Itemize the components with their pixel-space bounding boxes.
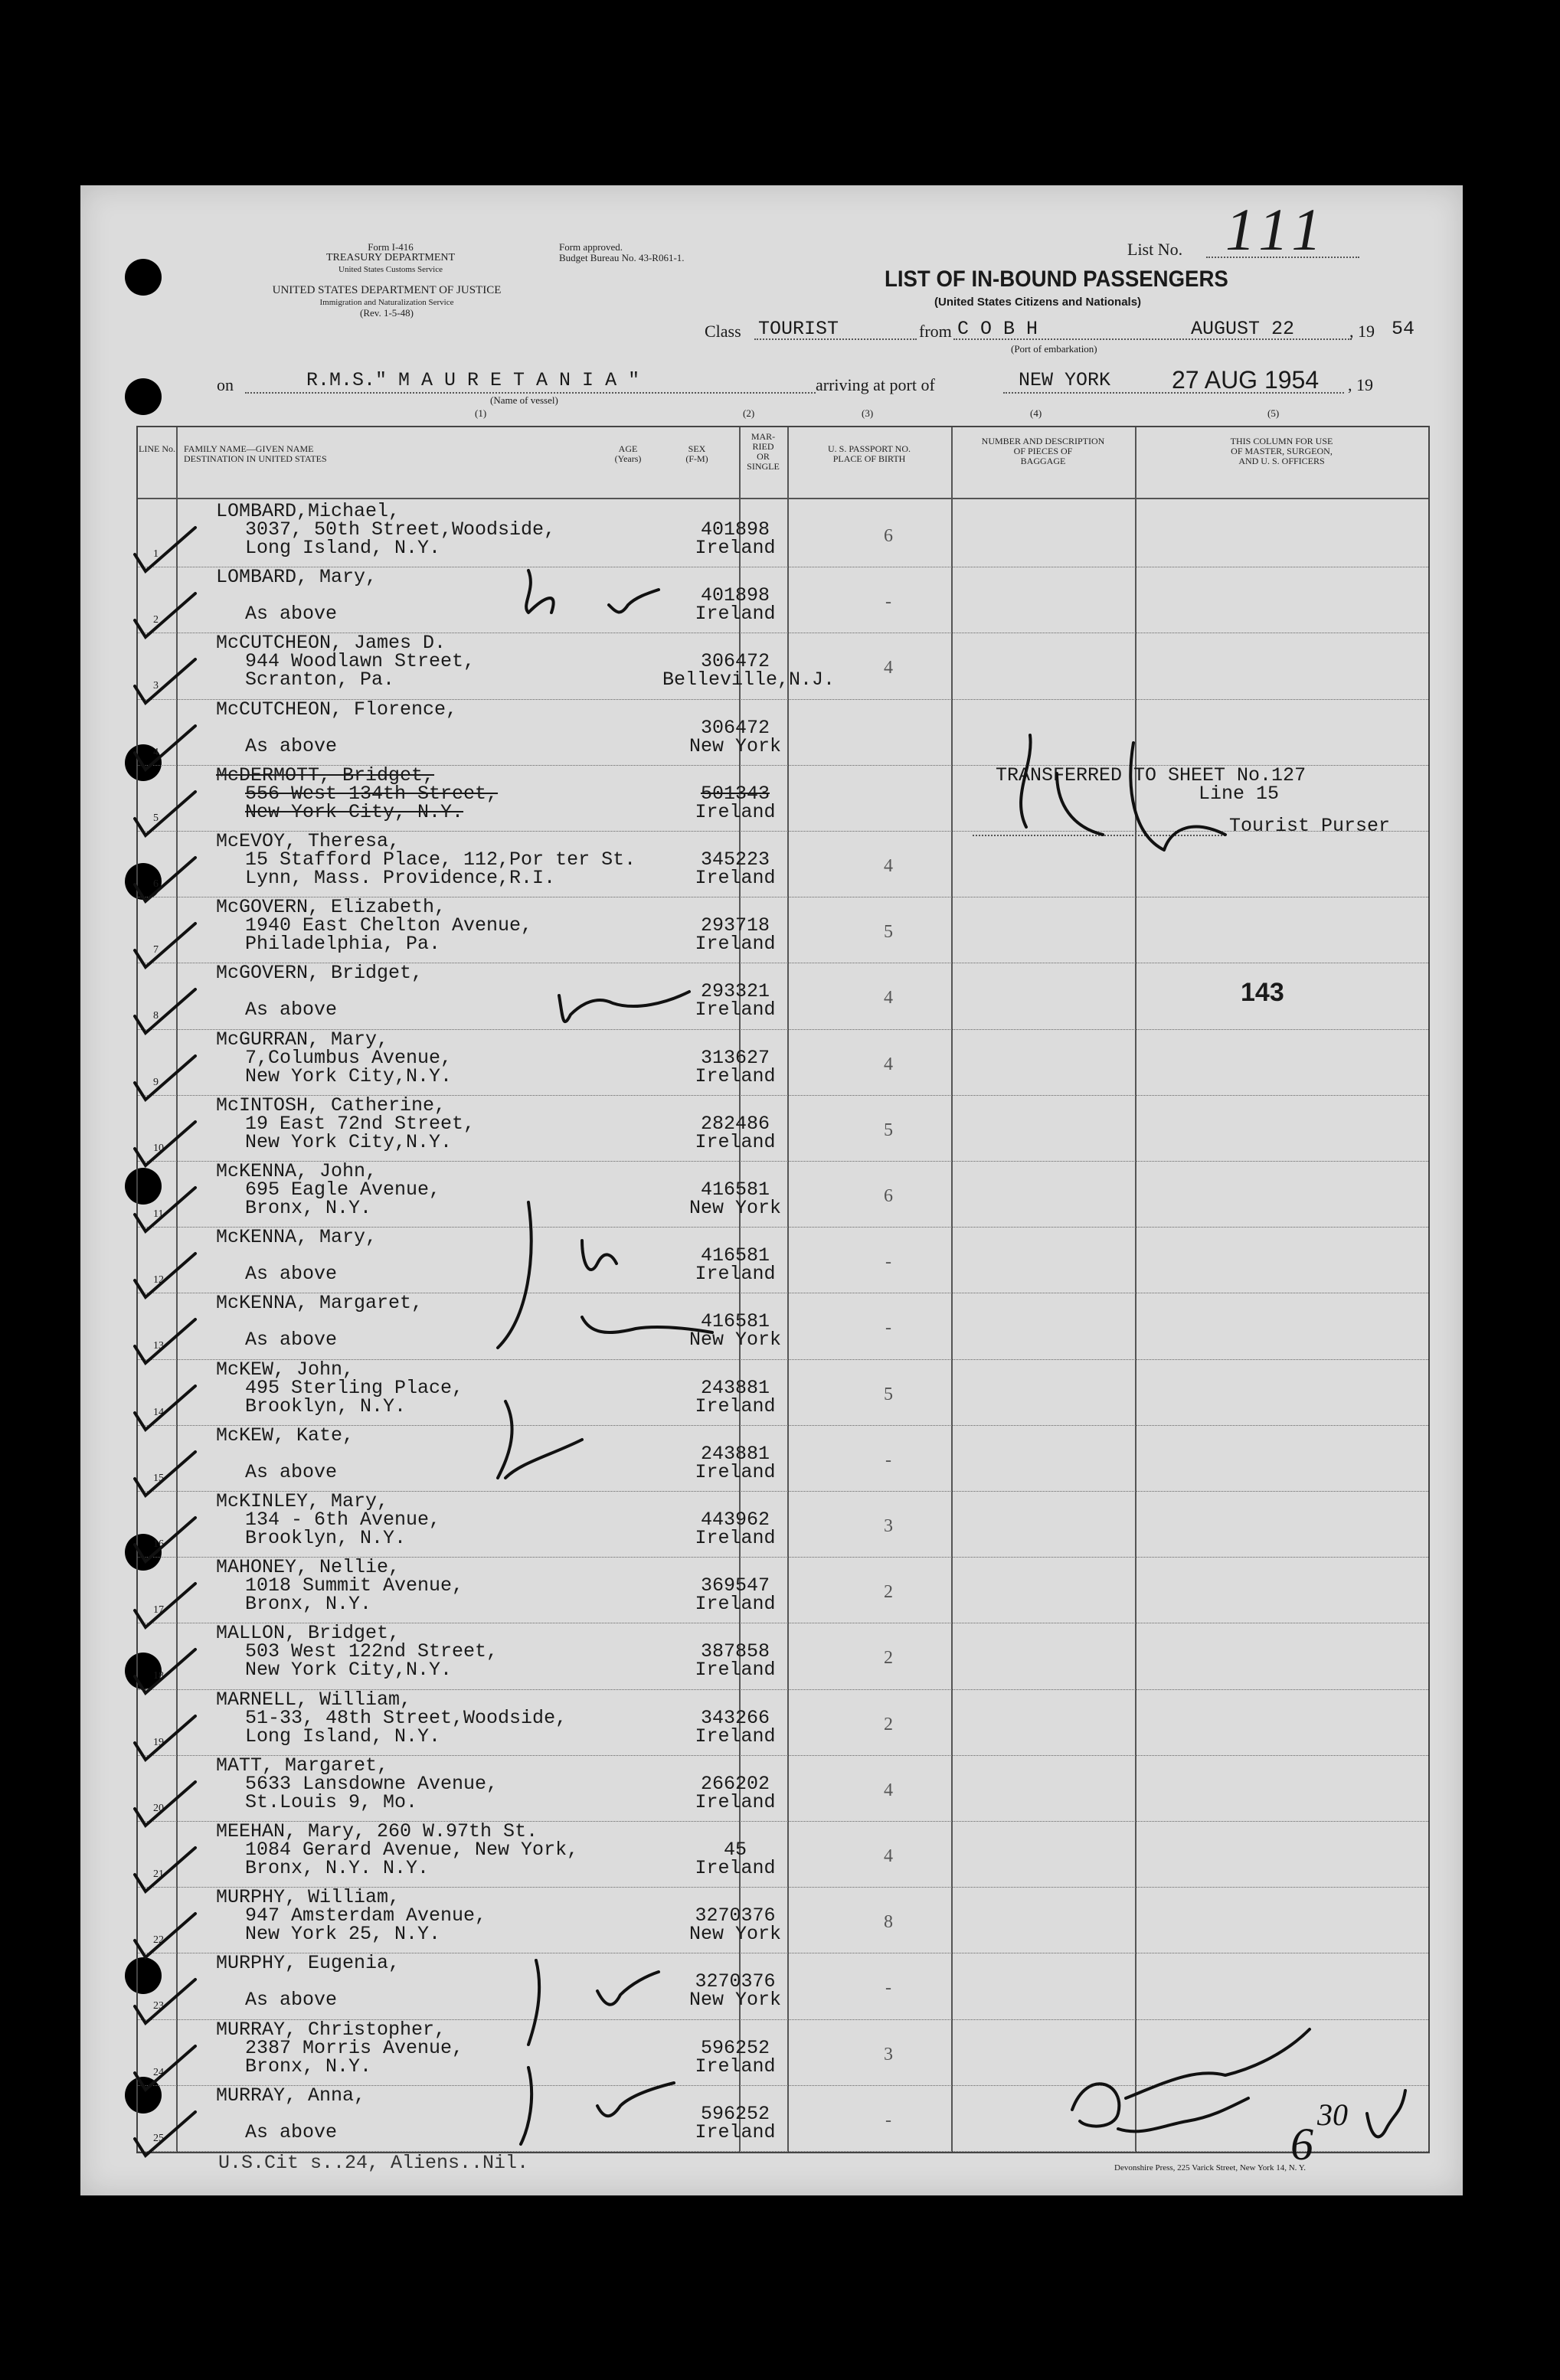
line-number: 20 xyxy=(153,1802,164,1814)
passenger-name: MAHONEY, Nellie, xyxy=(216,1556,401,1579)
arrival-stamp: 27 AUG 1954 xyxy=(1172,366,1320,394)
place-of-birth: Ireland xyxy=(695,1857,776,1879)
passport-number: 501343 xyxy=(700,782,770,805)
place-of-birth: Ireland xyxy=(695,1659,776,1682)
place-of-birth: Ireland xyxy=(695,1593,776,1616)
col-head-sex: SEX (F-M) xyxy=(685,443,708,464)
address-line-1: 947 Amsterdam Avenue, xyxy=(245,1904,487,1927)
baggage-count: 2 xyxy=(884,1648,893,1669)
line-number: 2 xyxy=(153,614,159,626)
passenger-name: LOMBARD, Mary, xyxy=(216,566,378,589)
place-of-birth: Belleville,N.J. xyxy=(662,669,836,691)
line-number: 8 xyxy=(153,1010,159,1022)
passport-number: 416581 xyxy=(700,1244,770,1267)
place-of-birth: Ireland xyxy=(695,1064,776,1087)
address-line-2: As above xyxy=(245,1989,338,2012)
col-number-2: (2) xyxy=(743,407,755,419)
address-line-1: 1940 East Chelton Avenue, xyxy=(245,914,533,937)
officer-note: 143 xyxy=(1241,978,1284,1007)
baggage-count: 5 xyxy=(884,1120,893,1140)
passport-number: 3270376 xyxy=(695,1904,776,1927)
passport-number: 596252 xyxy=(700,2102,770,2125)
line-number: 18 xyxy=(153,1670,164,1682)
place-of-birth: New York xyxy=(688,1329,782,1352)
customs-service: United States Customs Service xyxy=(338,265,443,274)
place-of-birth: Ireland xyxy=(695,603,776,626)
place-of-birth: New York xyxy=(688,734,782,757)
line-number: 7 xyxy=(153,944,159,956)
arrival-date-value: AUGUST 22 xyxy=(1191,318,1295,340)
address-line-2: Brooklyn, N.Y. xyxy=(245,1394,407,1417)
passport-number: 369547 xyxy=(700,1574,770,1597)
place-of-birth: Ireland xyxy=(695,999,776,1022)
line-number: 3 xyxy=(153,680,159,692)
baggage-count: 3 xyxy=(884,2044,893,2065)
passport-number: 243881 xyxy=(700,1376,770,1399)
address-line-1: 15 Stafford Place, 112,Por ter St. xyxy=(245,848,636,871)
transfer-note-line3: Tourist Purser xyxy=(1229,815,1391,837)
line-number: 15 xyxy=(153,1472,164,1484)
vessel-label: (Name of vessel) xyxy=(490,394,558,406)
line-number: 14 xyxy=(153,1406,164,1418)
year-suffix: , 19 xyxy=(1348,375,1373,394)
address-line-2: As above xyxy=(245,2120,338,2143)
address-line-2: Philadelphia, Pa. xyxy=(245,933,441,956)
passenger-name: McKENNA, Mary, xyxy=(216,1226,378,1249)
baggage-count: 5 xyxy=(884,922,893,943)
address-line-2: New York City, N.Y. xyxy=(245,800,464,823)
passenger-name: McGOVERN, Bridget, xyxy=(216,962,424,985)
place-of-birth: Ireland xyxy=(695,1263,776,1286)
passport-number: 3270376 xyxy=(695,1970,776,1993)
passenger-name: McKINLEY, Mary, xyxy=(216,1490,389,1512)
baggage-count: 5 xyxy=(884,1384,893,1404)
line-number: 23 xyxy=(153,2000,164,2012)
baggage-count: 2 xyxy=(884,1714,893,1734)
line-number: 24 xyxy=(153,2066,164,2078)
passenger-name: MATT, Margaret, xyxy=(216,1754,389,1777)
address-line-2: Scranton, Pa. xyxy=(245,669,395,691)
address-line-1: 7,Columbus Avenue, xyxy=(245,1046,453,1069)
line-number: 21 xyxy=(153,1868,164,1880)
class-label: Class xyxy=(705,322,741,341)
address-line-2: Bronx, N.Y. xyxy=(245,1197,372,1219)
passenger-name: MURPHY, Eugenia, xyxy=(216,1952,401,1975)
revision: (Rev. 1-5-48) xyxy=(360,307,414,319)
passport-number: 596252 xyxy=(700,2036,770,2059)
passport-number: 293321 xyxy=(700,980,770,1003)
col-head-officers: THIS COLUMN FOR USE OF MASTER, SURGEON, AND U. S. OFFICERS xyxy=(1230,436,1333,466)
svg-text:30: 30 xyxy=(1317,2097,1348,2132)
place-of-birth: New York xyxy=(688,1989,782,2012)
justice-dept: UNITED STATES DEPARTMENT OF JUSTICE xyxy=(272,284,502,296)
address-line-1: 695 Eagle Avenue, xyxy=(245,1179,441,1201)
passenger-name: McDERMOTT, Bridget, xyxy=(216,763,435,786)
address-line-2: Brooklyn, N.Y. xyxy=(245,1527,407,1549)
place-of-birth: New York xyxy=(688,1197,782,1219)
passport-number: 306472 xyxy=(700,716,770,739)
transfer-note-line2: Line 15 xyxy=(1199,783,1280,805)
place-of-birth: Ireland xyxy=(695,2055,776,2078)
form-title: LIST OF IN-BOUND PASSENGERS xyxy=(885,266,1228,292)
address-line-2: New York 25, N.Y. xyxy=(245,1923,441,1946)
place-of-birth: Ireland xyxy=(695,1725,776,1747)
line-number: 10 xyxy=(153,1142,164,1154)
form-number: Form I-416 xyxy=(368,241,414,253)
col-number-1: (1) xyxy=(475,407,487,419)
passport-number: 313627 xyxy=(700,1046,770,1069)
address-line-1: 1018 Summit Avenue, xyxy=(245,1574,464,1597)
address-line-2: As above xyxy=(245,999,338,1022)
address-line-1: 19 East 72nd Street, xyxy=(245,1112,476,1135)
arriving-label: arriving at port of xyxy=(816,375,935,394)
address-line-2: Bronx, N.Y. N.Y. xyxy=(245,1857,430,1879)
col-head-line: LINE No. xyxy=(139,443,175,454)
on-label: on xyxy=(217,375,234,394)
line-number: 13 xyxy=(153,1340,164,1352)
address-line-2: As above xyxy=(245,1460,338,1483)
baggage-count: - xyxy=(885,1318,891,1339)
address-line-1: 51-33, 48th Street,Woodside, xyxy=(245,1706,567,1729)
from-label: from xyxy=(919,322,952,341)
baggage-count: - xyxy=(885,1252,891,1273)
baggage-count: 8 xyxy=(884,1912,893,1933)
line-number: 16 xyxy=(153,1538,164,1550)
year-prefix: , 19 xyxy=(1349,322,1375,341)
address-line-2: As above xyxy=(245,1263,338,1286)
passport-number: 282486 xyxy=(700,1112,770,1135)
baggage-count: - xyxy=(885,592,891,613)
col-head-age: AGE (Years) xyxy=(614,443,642,464)
baggage-count: 4 xyxy=(884,1780,893,1800)
baggage-count: 4 xyxy=(884,1054,893,1074)
address-line-1: 556 West 134th Street, xyxy=(245,782,499,805)
place-of-birth: Ireland xyxy=(695,1130,776,1153)
col-head-baggage: NUMBER AND DESCRIPTION OF PIECES OF BAGGAGE xyxy=(981,436,1105,466)
address-line-2: Long Island, N.Y. xyxy=(245,537,441,559)
passenger-name: MARNELL, William, xyxy=(216,1688,412,1711)
ins-service: Immigration and Naturalization Service xyxy=(319,298,454,307)
passenger-name: MEEHAN, Mary, 260 W.97th St. xyxy=(216,1820,538,1842)
port-embark-label: (Port of embarkation) xyxy=(1011,343,1097,355)
passport-number: 345223 xyxy=(700,848,770,871)
form-approved: Form approved. xyxy=(559,241,623,253)
form-subtitle: (United States Citizens and Nationals) xyxy=(934,296,1142,309)
address-line-2: Bronx, N.Y. xyxy=(245,1593,372,1616)
baggage-count: 6 xyxy=(884,1186,893,1206)
passport-number: 45 xyxy=(723,1839,747,1861)
baggage-count: - xyxy=(885,1978,891,1999)
line-number: 25 xyxy=(153,2132,164,2144)
line-number: 9 xyxy=(153,1076,159,1088)
address-line-1: 495 Sterling Place, xyxy=(245,1376,464,1399)
address-line-1: 944 Woodlawn Street, xyxy=(245,650,476,673)
passport-number: 306472 xyxy=(700,650,770,673)
address-line-2: As above xyxy=(245,1329,338,1352)
address-line-1: 503 West 122nd Street, xyxy=(245,1640,499,1663)
address-line-1: 3037, 50th Street,Woodside, xyxy=(245,518,556,541)
baggage-count: 4 xyxy=(884,988,893,1009)
passport-number: 416581 xyxy=(700,1310,770,1333)
passenger-name: McGOVERN, Elizabeth, xyxy=(216,896,446,919)
baggage-count: 3 xyxy=(884,1516,893,1536)
line-number: 17 xyxy=(153,1604,164,1617)
passenger-name: McGURRAN, Mary, xyxy=(216,1028,389,1051)
list-no-label: List No. xyxy=(1127,240,1183,259)
address-line-2: As above xyxy=(245,603,338,626)
place-of-birth: New York xyxy=(688,1923,782,1946)
passport-number: 343266 xyxy=(700,1706,770,1729)
passenger-name: McINTOSH, Catherine, xyxy=(216,1094,446,1116)
place-of-birth: Ireland xyxy=(695,1527,776,1549)
address-line-1: 5633 Lansdowne Avenue, xyxy=(245,1772,499,1795)
address-line-2: St.Louis 9, Mo. xyxy=(245,1790,418,1813)
line-number: 22 xyxy=(153,1934,164,1947)
address-line-2: Bronx, N.Y. xyxy=(245,2055,372,2078)
baggage-count: 6 xyxy=(884,526,893,546)
vessel-name: R.M.S." M A U R E T A N I A " xyxy=(306,369,640,391)
printer-imprint: Devonshire Press, 225 Varick Street, New York 14, N. Y. xyxy=(1114,2163,1307,2172)
address-line-1: 1084 Gerard Avenue, New York, xyxy=(245,1839,579,1861)
address-line-2: Lynn, Mass. Providence,R.I. xyxy=(245,867,556,889)
address-line-2: New York City,N.Y. xyxy=(245,1130,453,1153)
line-number: 19 xyxy=(153,1736,164,1748)
passport-number: 266202 xyxy=(700,1772,770,1795)
baggage-count: - xyxy=(885,1450,891,1470)
budget-bureau: Budget Bureau No. 43-R061-1. xyxy=(559,252,685,263)
place-of-birth: Ireland xyxy=(695,933,776,956)
place-of-birth: Ireland xyxy=(695,1460,776,1483)
address-line-1: 2387 Morris Avenue, xyxy=(245,2036,464,2059)
line-number: 5 xyxy=(153,812,159,824)
passenger-name: McCUTCHEON, Florence, xyxy=(216,698,458,721)
line-number: 4 xyxy=(153,746,159,758)
col-number-5: (5) xyxy=(1267,407,1280,419)
address-line-2: New York City,N.Y. xyxy=(245,1659,453,1682)
baggage-count: 4 xyxy=(884,1846,893,1866)
line-number: 11 xyxy=(153,1208,164,1220)
baggage-count: 2 xyxy=(884,1582,893,1603)
arrival-port: NEW YORK xyxy=(1019,369,1111,391)
passport-number: 416581 xyxy=(700,1179,770,1201)
passenger-name: McKEW, John, xyxy=(216,1358,355,1381)
line-number: 1 xyxy=(153,548,159,560)
line-number: 6 xyxy=(153,878,159,890)
place-of-birth: Ireland xyxy=(695,867,776,889)
list-no-value: 111 xyxy=(1225,196,1329,263)
passenger-name: McKENNA, Margaret, xyxy=(216,1292,424,1315)
passenger-name: MALLON, Bridget, xyxy=(216,1622,401,1645)
address-line-2: New York City,N.Y. xyxy=(245,1064,453,1087)
passenger-name: MURRAY, Christopher, xyxy=(216,2018,446,2041)
line-number: 12 xyxy=(153,1274,164,1286)
col-head-name: FAMILY NAME—GIVEN NAME DESTINATION IN UNITED STATES xyxy=(184,443,327,464)
baggage-count: 4 xyxy=(884,856,893,876)
from-value: C O B H xyxy=(957,318,1038,340)
passenger-name: McCUTCHEON, James D. xyxy=(216,632,446,655)
passport-number: 293718 xyxy=(700,914,770,937)
year-value: 54 xyxy=(1392,318,1415,340)
place-of-birth: Ireland xyxy=(695,1394,776,1417)
passport-number: 401898 xyxy=(700,584,770,607)
col-head-married: MAR- RIED OR SINGLE xyxy=(747,431,780,472)
place-of-birth: Ireland xyxy=(695,2120,776,2143)
passenger-name: McKEW, Kate, xyxy=(216,1424,355,1447)
baggage-count: - xyxy=(885,2110,891,2130)
col-number-3: (3) xyxy=(862,407,874,419)
passenger-name: MURRAY, Anna, xyxy=(216,2084,366,2107)
passport-number: 401898 xyxy=(700,518,770,541)
place-of-birth: Ireland xyxy=(695,537,776,559)
baggage-count: 4 xyxy=(884,658,893,678)
svg-text:6: 6 xyxy=(1290,2119,1313,2169)
passport-number: 243881 xyxy=(700,1442,770,1465)
address-line-2: As above xyxy=(245,734,338,757)
passenger-name: MURPHY, William, xyxy=(216,1886,401,1909)
passenger-name: McKENNA, John, xyxy=(216,1160,378,1182)
passenger-name: LOMBARD,Michael, xyxy=(216,500,401,522)
place-of-birth: Ireland xyxy=(695,1790,776,1813)
passport-number: 443962 xyxy=(700,1509,770,1531)
class-value: TOURIST xyxy=(758,318,839,340)
summary-footer: U.S.Cit s..24, Aliens..Nil. xyxy=(218,2152,529,2174)
address-line-1: 134 - 6th Avenue, xyxy=(245,1509,441,1531)
passport-number: 387858 xyxy=(700,1640,770,1663)
passenger-name: McEVOY, Theresa, xyxy=(216,830,401,852)
col-number-4: (4) xyxy=(1030,407,1042,419)
treasury-dept: TREASURY DEPARTMENT xyxy=(325,252,456,263)
address-line-2: Long Island, N.Y. xyxy=(245,1725,441,1747)
place-of-birth: Ireland xyxy=(695,800,776,823)
transfer-note-line1: TRANSFERRED TO SHEET No.127 xyxy=(996,764,1307,786)
col-head-passport: U. S. PASSPORT NO. PLACE OF BIRTH xyxy=(828,443,911,464)
